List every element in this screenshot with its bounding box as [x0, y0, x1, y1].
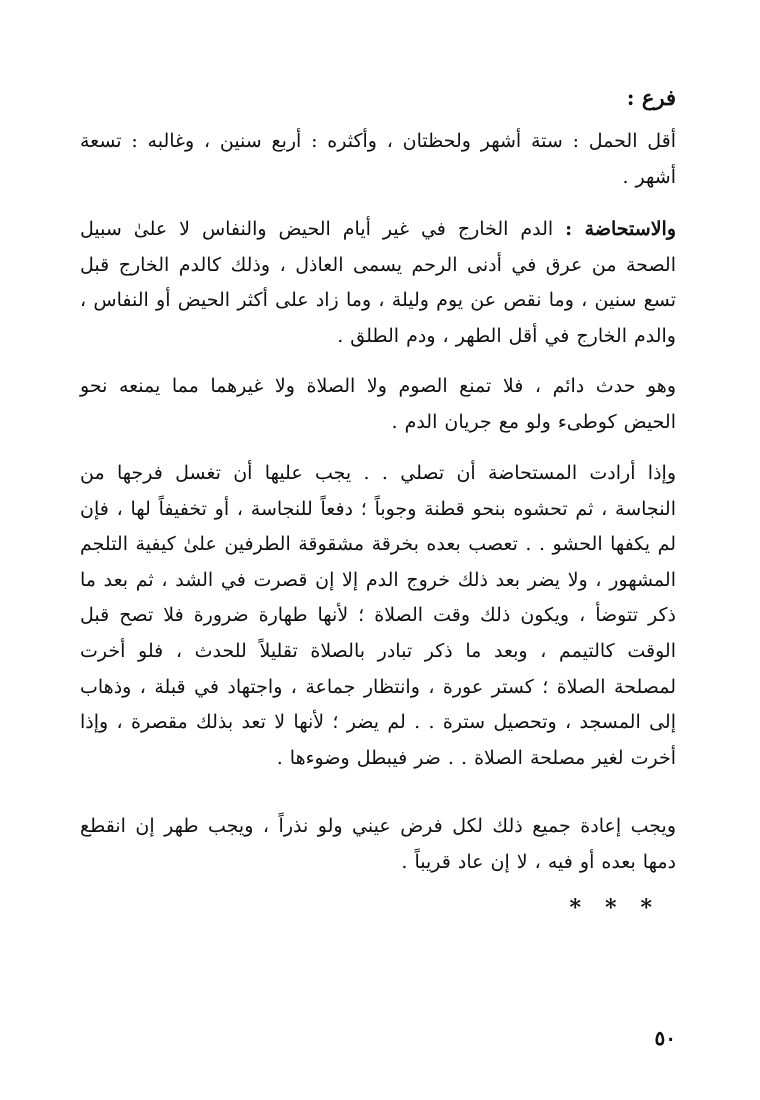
document-page	[80, 0, 676, 1100]
paragraph-ruling: وهو حدث دائم ، فلا تمنع الصوم ولا الصلاة ولا غيرهما مما يمنعه نحو الحيض كوطىء ولو مع جريان الدم .	[80, 375, 676, 433]
paragraph-pregnancy-duration: أقل الحمل : ستة أشهر ولحظتان ، وأكثره : أربع سنين ، وغالبه : تسعة أشهر .	[80, 130, 676, 188]
paragraph-istihada-definition	[80, 212, 676, 354]
paragraph-prayer-procedure: وإذا أرادت المستحاضة أن تصلي . . يجب عليها أن تغسل فرجها من النجاسة ، ثم تحشوه بنحو قطنة وجوباً ؛ دفعاً للنجاسة ، أو تخفيفاً لها ، فإن لم يكفها الحشو . . تعصب بعده بخرقة مشقوقة الطرفين علىٰ كيفية التلجم المشهور ، ولا يضر بعد ذلك خروج الدم إلا إن قصرت في الشد ، ثم بعد ما ذكر تتوضأ ، ويكون ذلك وقت الصلاة ؛ لأنها طهارة ضرورة فلا تصح قبل الوقت كالتيمم ، وبعد ما ذكر تبادر بالصلاة تقليلاً للحدث ، فلو أخرت لمصلحة الصلاة ؛ كستر عورة ، وانتظار جماعة ، واجتهاد في قبلة ، وذهاب إلى المسجد ، وتحصيل سترة . . لم يضر ؛ لأنها لا تعد بذلك مقصرة ، وإذا أخرت لغير مصلحة الصلاة . . ضر فيبطل وضوءها .	[80, 462, 676, 769]
paragraph-repetition: ويجب إعادة جميع ذلك لكل فرض عيني ولو نذراً ، ويجب طهر إن انقطع دمها بعده أو فيه ، لا إن عاد قريباً .	[80, 815, 676, 873]
section-separator: ***	[569, 895, 676, 921]
term-istihada: والاستحاضة :	[565, 218, 676, 240]
page-number: ٥٠	[654, 1026, 676, 1050]
paragraph-istihada-body: الدم الخارج في غير أيام الحيض والنفاس لا علىٰ سبيل الصحة من عرق في أدنى الرحم يسمى العاذل ، وذلك كالدم الخارج قبل تسع سنين ، وما نقص عن يوم وليلة ، وما زاد على أكثر الحيض أو النفاس ، والدم الخارج في أقل الطهر ، ودم الطلق .	[80, 218, 676, 347]
section-heading: فرع :	[626, 85, 676, 110]
